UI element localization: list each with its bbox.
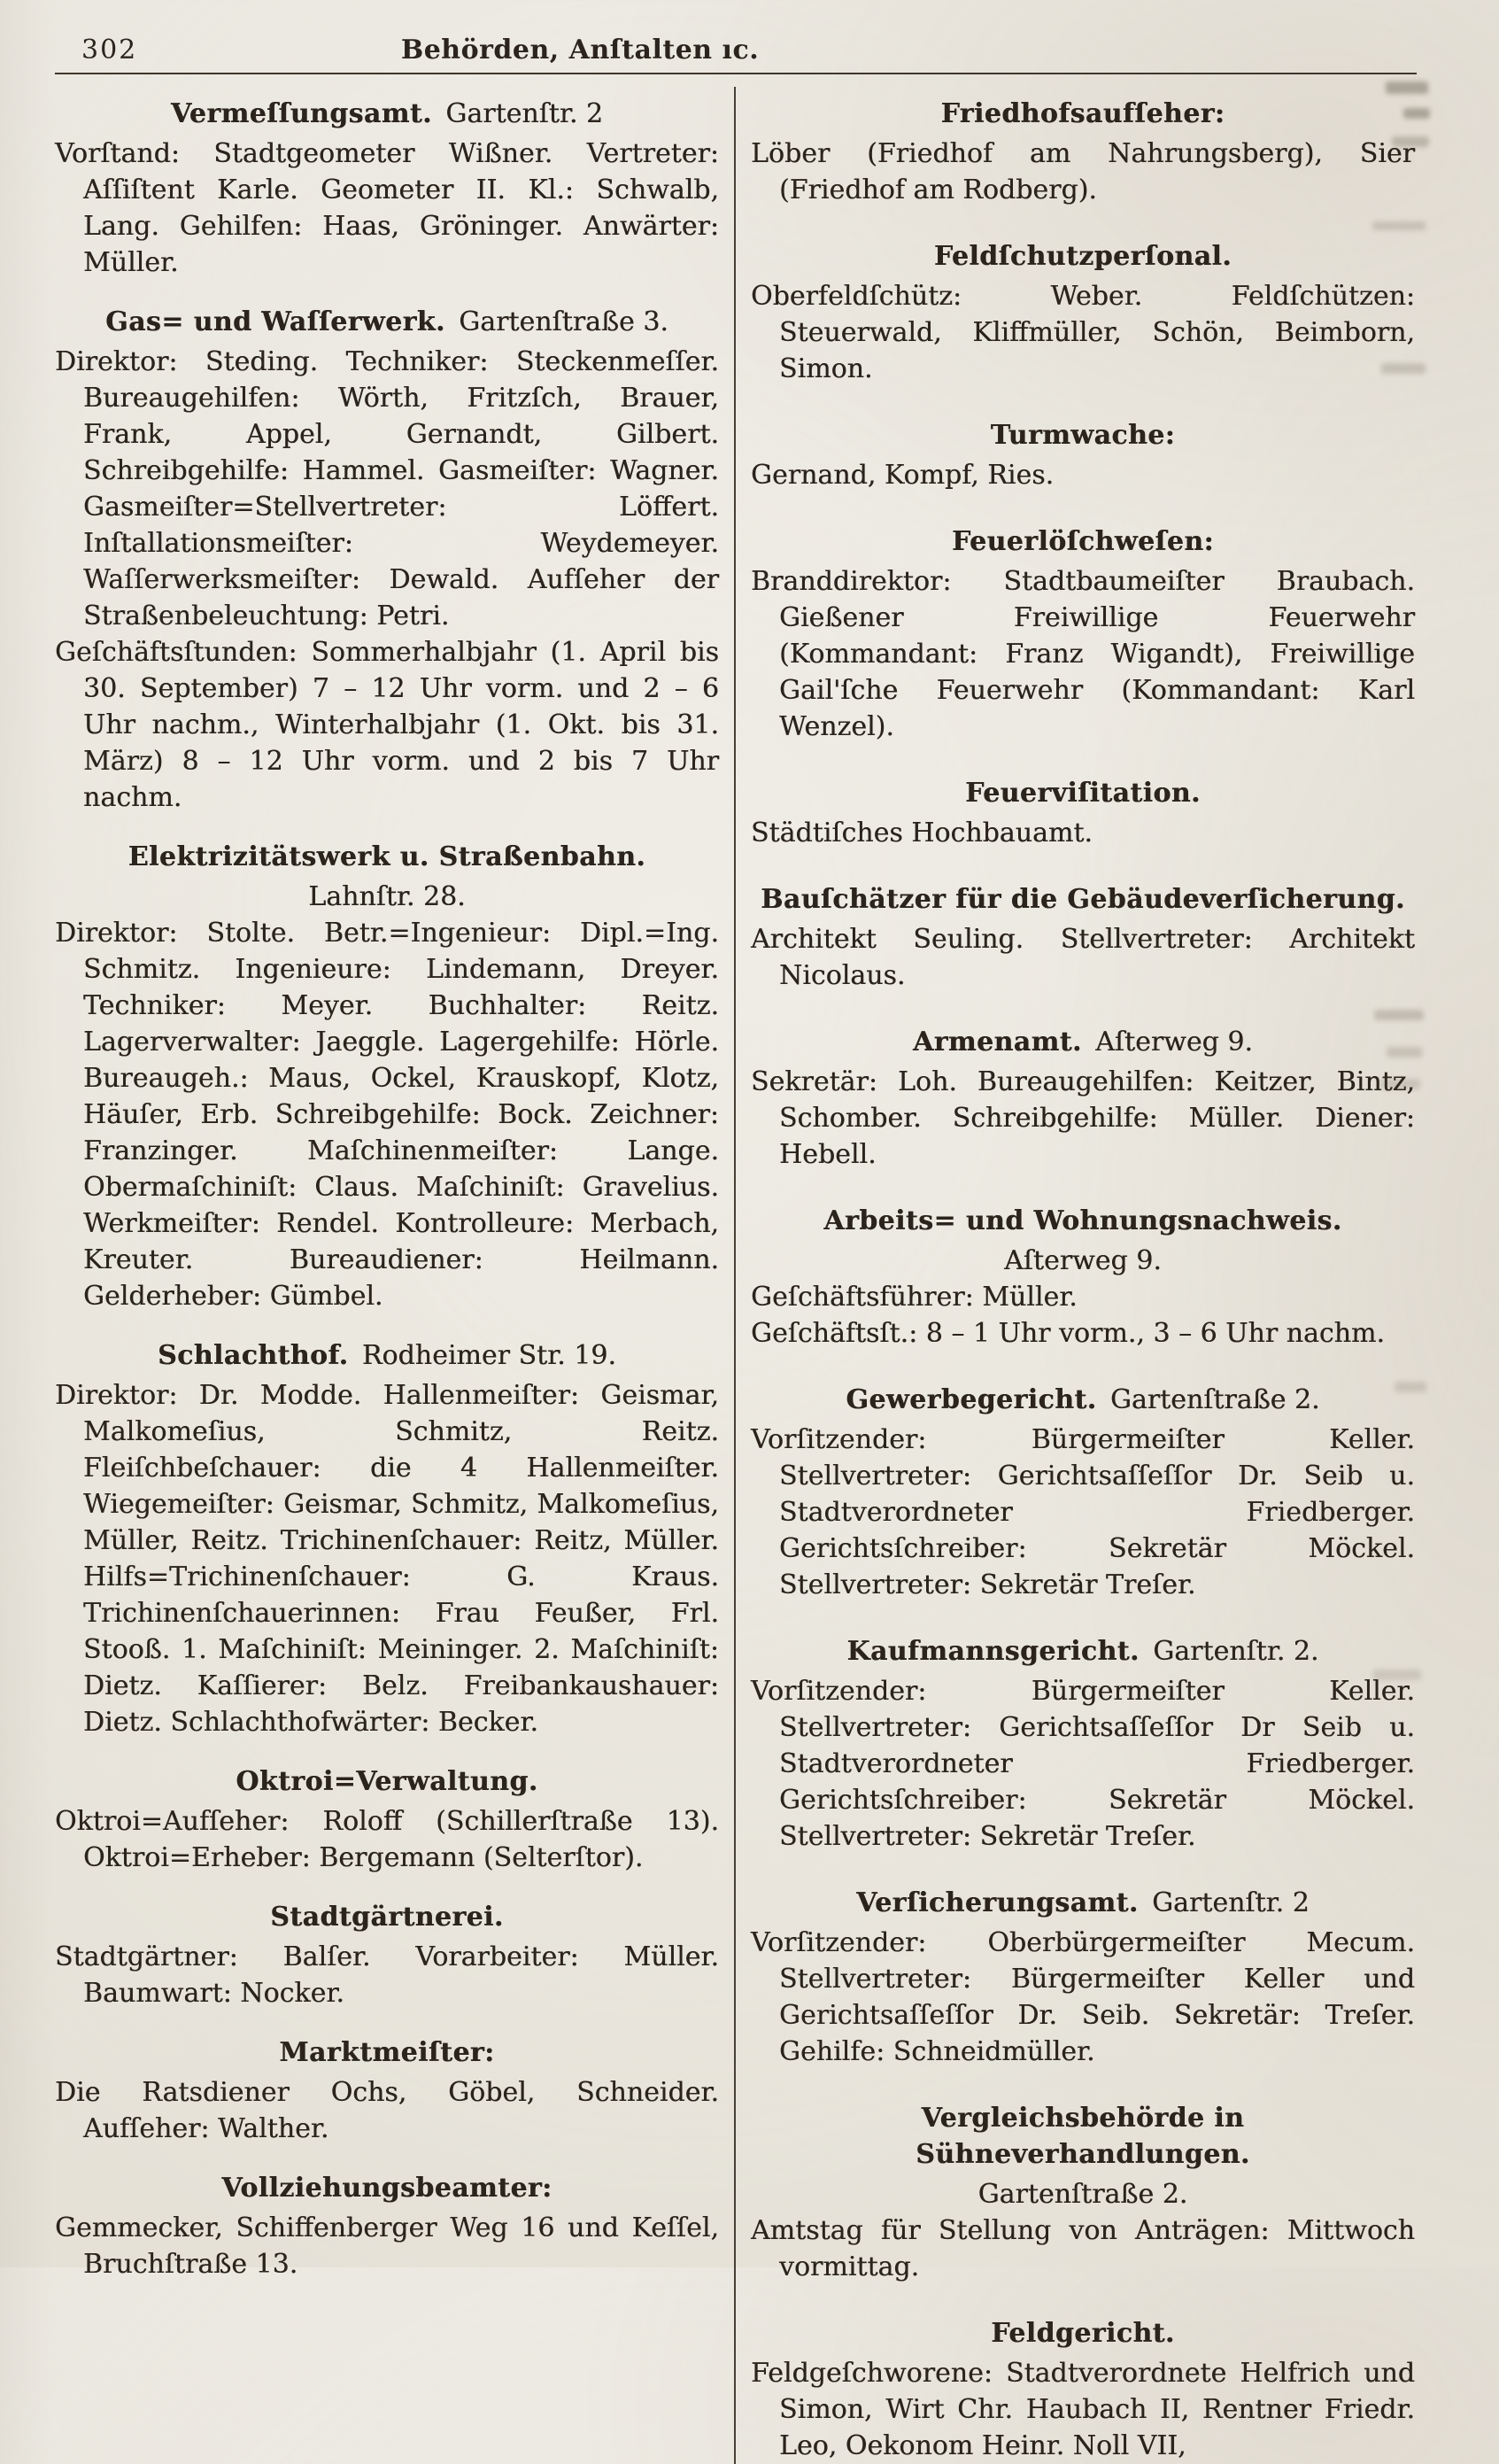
section-paragraph: Direktor: Steding. Techniker: Steckenmeſſer. Bureaugehilfen: Wörth, Fritzſch, Brauer, Frank, Appel, Gernandt, Gilbert. Schreibgehilfe: Hammel. Gasmeiſter: Wagner. Gasmeiſter=Stellvertreter: Löffert. Inſtallationsmeiſter: Weydemeyer. Waſſerwerksmeiſter: Dewald. Aufſeher der Straßenbeleuchtung: Petri. bbox=[55, 344, 719, 634]
section-address-line: Gartenſtraße 2. bbox=[751, 2176, 1415, 2212]
section-title: Bauſchätzer für die Gebäudeverſicherung. bbox=[761, 884, 1405, 915]
section-paragraph: Städtiſches Hochbauamt. bbox=[751, 815, 1415, 851]
section-title: Verſicherungsamt. bbox=[856, 1887, 1138, 1918]
directory-section bbox=[55, 1763, 719, 1876]
directory-section bbox=[751, 775, 1415, 851]
directory-section bbox=[751, 1203, 1415, 1352]
section-heading bbox=[751, 417, 1415, 453]
directory-section bbox=[55, 2034, 719, 2147]
directory-section bbox=[751, 1633, 1415, 1855]
directory-section bbox=[751, 2100, 1415, 2285]
section-paragraph: Feldgeſchworene: Stadtverordnete Helfrich und Simon, Wirt Chr. Haubach II, Rentner Friedr. Leo, Oekonom Heinr. Noll VII, bbox=[751, 2355, 1415, 2464]
section-heading bbox=[751, 775, 1415, 811]
section-heading bbox=[751, 1382, 1415, 1418]
section-title: Feuerviſitation. bbox=[965, 778, 1201, 809]
section-address: Gartenſtraße 3. bbox=[459, 306, 668, 337]
section-address: Rodheimer Str. 19. bbox=[362, 1340, 616, 1371]
section-paragraph: Vorſitzender: Bürgermeiſter Keller. Stellvertreter: Gerichtsaſſeſſor Dr Seib u. Stadtverordneter Friedberger. Gerichtsſchreiber: Sekretär Möckel. Stellvertreter: Sekretär Treſer. bbox=[751, 1673, 1415, 1855]
directory-section bbox=[751, 238, 1415, 387]
section-address: Gartenſtr. 2. bbox=[1153, 1636, 1318, 1667]
section-address-line: Aſterweg 9. bbox=[751, 1243, 1415, 1279]
section-heading bbox=[751, 1203, 1415, 1239]
directory-section bbox=[751, 1885, 1415, 2070]
section-paragraph: Stadtgärtner: Balſer. Vorarbeiter: Müller. Baumwart: Nocker. bbox=[55, 1939, 719, 2011]
section-title: Schlachthof. bbox=[158, 1340, 348, 1371]
section-heading bbox=[751, 1885, 1415, 1921]
section-heading bbox=[751, 2315, 1415, 2352]
column-divider bbox=[734, 87, 736, 2464]
directory-section bbox=[751, 96, 1415, 208]
section-heading bbox=[55, 2034, 719, 2071]
section-title: Turmwache: bbox=[991, 420, 1175, 451]
section-paragraph: Oberfeldſchütz: Weber. Feldſchützen: Steuerwald, Kliffmüller, Schön, Beimborn, Simon. bbox=[751, 278, 1415, 387]
section-heading bbox=[751, 2100, 1415, 2173]
left-column bbox=[55, 87, 719, 2464]
section-heading bbox=[751, 1024, 1415, 1060]
directory-section bbox=[751, 523, 1415, 745]
section-title: Armenamt. bbox=[913, 1027, 1082, 1058]
directory-section bbox=[751, 1024, 1415, 1173]
section-heading bbox=[55, 304, 719, 340]
section-paragraph: Vorſtand: Stadtgeometer Wißner. Vertreter: Aſſiſtent Karle. Geometer II. Kl.: Schwalb, Lang. Gehilfen: Haas, Gröninger. Anwärter: Müller. bbox=[55, 136, 719, 281]
section-title: Elektrizitätswerk u. Straßenbahn. bbox=[128, 841, 645, 872]
section-paragraph: Geſchäftsſt.: 8 – 1 Uhr vorm., 3 – 6 Uhr nachm. bbox=[751, 1315, 1415, 1352]
section-title: Feldgericht. bbox=[991, 2318, 1175, 2349]
section-paragraph: Geſchäftsführer: Müller. bbox=[751, 1279, 1415, 1315]
section-title: Feuerlöſchweſen: bbox=[952, 526, 1214, 557]
section-title: Oktroi=Verwaltung. bbox=[236, 1766, 537, 1797]
section-paragraph: Gernand, Kompf, Ries. bbox=[751, 457, 1415, 493]
running-header bbox=[55, 25, 1417, 71]
section-heading bbox=[55, 2170, 719, 2206]
page-header-title: Behörden, Anſtalten ıc. bbox=[401, 35, 759, 66]
section-paragraph: Architekt Seuling. Stellvertreter: Architekt Nicolaus. bbox=[751, 921, 1415, 994]
section-paragraph: Direktor: Stolte. Betr.=Ingenieur: Dipl.=Ing. Schmitz. Ingenieure: Lindemann, Dreyer. Techniker: Meyer. Buchhalter: Reitz. Lagerverwalter: Jaeggle. Lagergehilfe: Hörle. Bureaugeh.: Maus, Ockel, Krauskopf, Klotz, Häuſer, Erb. Schreibgehilfe: Bock. Zeichner: Franzinger. Maſchinenmeiſter: Lange. Obermaſchiniſt: Claus. Maſchiniſt: Gravelius. Werkmeiſter: Rendel. Kontrolleure: Merbach, Kreuter. Bureaudiener: Heilmann. Gelderheber: Gümbel. bbox=[55, 915, 719, 1314]
directory-section bbox=[55, 96, 719, 281]
section-title: Gas= und Waſſerwerk. bbox=[105, 306, 445, 337]
section-paragraph: Die Ratsdiener Ochs, Göbel, Schneider. Aufſeher: Walther. bbox=[55, 2074, 719, 2147]
section-heading bbox=[751, 881, 1415, 918]
section-paragraph: Sekretär: Loh. Bureaugehilfen: Keitzer, Bintz, Schomber. Schreibgehilfe: Müller. Diener: Hebell. bbox=[751, 1064, 1415, 1173]
section-title: Feldſchutzperſonal. bbox=[934, 241, 1232, 272]
section-address: Gartenſtraße 2. bbox=[1110, 1384, 1320, 1415]
page-number: 302 bbox=[81, 35, 137, 66]
directory-section bbox=[55, 304, 719, 816]
section-paragraph: Oktroi=Aufſeher: Roloff (Schillerſtraße 13). Oktroi=Erheber: Bergemann (Selterſtor). bbox=[55, 1803, 719, 1876]
section-title: Marktmeiſter: bbox=[279, 2037, 494, 2068]
directory-section bbox=[751, 417, 1415, 493]
directory-section bbox=[55, 839, 719, 1314]
text-columns bbox=[55, 87, 1417, 2464]
section-heading bbox=[55, 1763, 719, 1800]
section-heading bbox=[55, 1337, 719, 1374]
section-title: Vermeſſungsamt. bbox=[171, 98, 432, 129]
directory-section bbox=[751, 881, 1415, 994]
section-heading bbox=[55, 1899, 719, 1935]
section-title: Stadtgärtnerei. bbox=[270, 1902, 504, 1933]
section-heading bbox=[751, 1633, 1415, 1670]
section-paragraph: Vorſitzender: Oberbürgermeiſter Mecum. Stellvertreter: Bürgermeiſter Keller und Gerichtsaſſeſſor Dr. Seib. Sekretär: Treſer. Gehilfe: Schneidmüller. bbox=[751, 1925, 1415, 2070]
right-column bbox=[751, 87, 1415, 2464]
section-paragraph: Geſchäftsſtunden: Sommerhalbjahr (1. April bis 30. September) 7 – 12 Uhr vorm. und 2 – 6 Uhr nachm., Winterhalbjahr (1. Okt. bis 31. März) 8 – 12 Uhr vorm. und 2 bis 7 Uhr nachm. bbox=[55, 634, 719, 816]
section-paragraph: Branddirektor: Stadtbaumeiſter Braubach. Gießener Freiwillige Feuerwehr (Kommandant: Franz Wigandt), Freiwillige Gail'ſche Feuerwehr (Kommandant: Karl Wenzel). bbox=[751, 563, 1415, 745]
section-address: Gartenſtr. 2 bbox=[1152, 1887, 1310, 1918]
section-paragraph: Löber (Friedhof am Nahrungsberg), Sier (Friedhof am Rodberg). bbox=[751, 136, 1415, 208]
section-heading bbox=[751, 238, 1415, 275]
section-title: Kaufmannsgericht. bbox=[846, 1636, 1139, 1667]
section-paragraph: Vorſitzender: Bürgermeiſter Keller. Stellvertreter: Gerichtsaſſeſſor Dr. Seib u. Stadtverordneter Friedberger. Gerichtsſchreiber: Sekretär Möckel. Stellvertreter: Sekretär Treſer. bbox=[751, 1422, 1415, 1603]
header-rule bbox=[55, 73, 1417, 74]
section-heading bbox=[751, 96, 1415, 132]
section-title: Vollziehungsbeamter: bbox=[221, 2173, 552, 2204]
section-address-line: Lahnſtr. 28. bbox=[55, 879, 719, 915]
section-heading bbox=[55, 839, 719, 875]
directory-section bbox=[55, 1337, 719, 1740]
section-paragraph: Gemmecker, Schiffenberger Weg 16 und Keſſel, Bruchſtraße 13. bbox=[55, 2210, 719, 2282]
section-heading bbox=[55, 96, 719, 132]
section-title: Gewerbegericht. bbox=[846, 1384, 1096, 1415]
section-paragraph: Amtstag für Stellung von Anträgen: Mittwoch vormittag. bbox=[751, 2212, 1415, 2285]
section-paragraph: Direktor: Dr. Modde. Hallenmeiſter: Geismar, Malkomeſius, Schmitz, Reitz. Fleiſchbeſchauer: die 4 Hallenmeiſter. Wiegemeiſter: Geismar, Schmitz, Malkomeſius, Müller, Reitz. Trichinenſchauer: Reitz, Müller. Hilfs=Trichinenſchauer: G. Kraus. Trichinenſchauerinnen: Frau Feußer, Frl. Stooß. 1. Maſchiniſt: Meininger. 2. Maſchiniſt: Dietz. Kaſſierer: Belz. Freibankaushauer: Dietz. Schlachthofwärter: Becker. bbox=[55, 1377, 719, 1740]
directory-section bbox=[55, 1899, 719, 2011]
directory-section bbox=[55, 2170, 719, 2282]
section-address: Gartenſtr. 2 bbox=[445, 98, 603, 129]
section-title: Arbeits= und Wohnungsnachweis. bbox=[823, 1205, 1341, 1236]
section-title: Vergleichsbehörde in Sühneverhandlungen. bbox=[916, 2103, 1250, 2170]
section-address: Aſterweg 9. bbox=[1095, 1027, 1253, 1058]
section-heading bbox=[751, 523, 1415, 560]
directory-section bbox=[751, 2315, 1415, 2464]
section-title: Friedhofsaufſeher: bbox=[941, 98, 1225, 129]
directory-section bbox=[751, 1382, 1415, 1603]
